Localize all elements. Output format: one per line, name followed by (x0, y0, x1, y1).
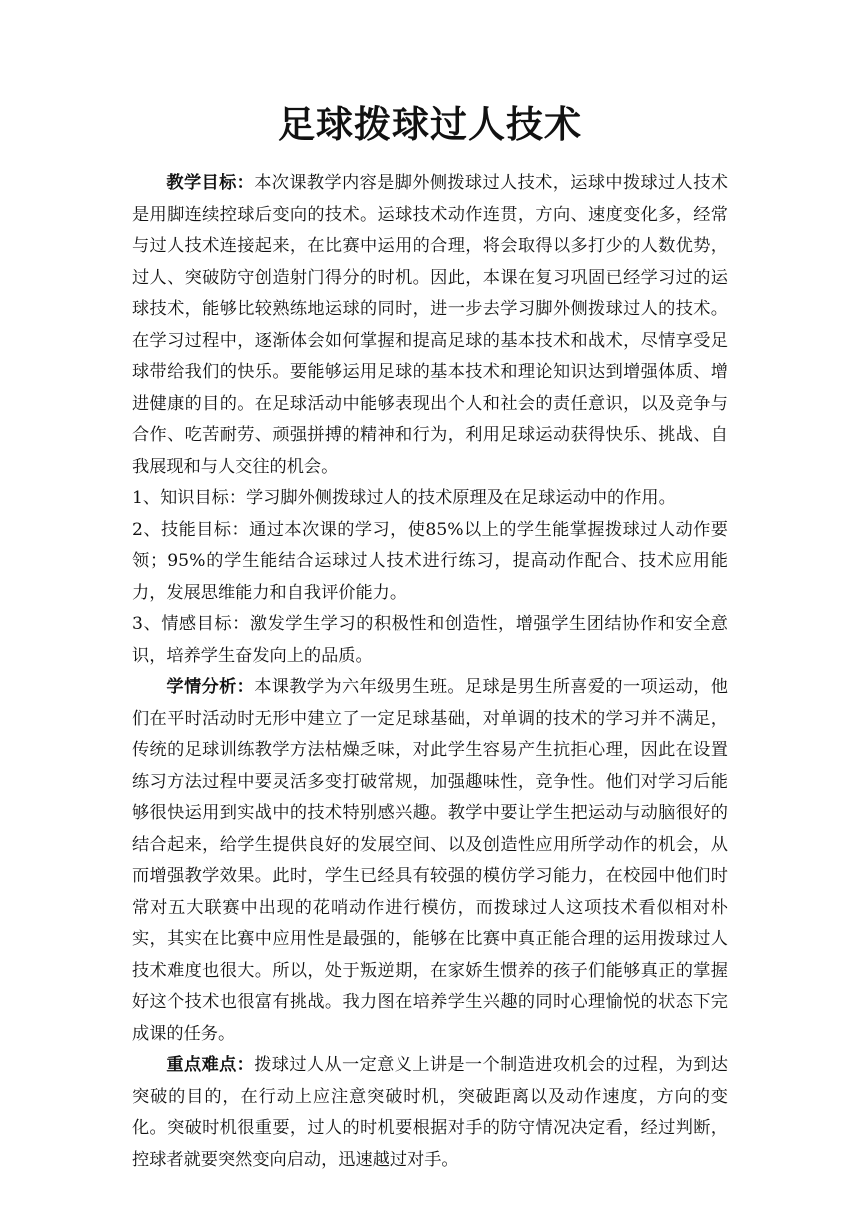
objectives-text: 本次课教学内容是脚外侧拨球过人技术，运球中拨球过人技术是用脚连续控球后变向的技术。运球技术动作连贯，方向、速度变化多，经常与过人技术连接起来，在比赛中运用的合理，将会取得以多打少的人数优势，过人、突破防守创造射门得分的时机。因此，本课在复习巩固已经学习过的运球技术，能够比较熟练地运球的同时，进一步去学习脚外侧拨球过人的技术。在学习过程中，逐渐体会如何掌握和提高足球的基本技术和战术，尽情享受足球带给我们的快乐。要能够运用足球的基本技术和理论知识达到增强体质、增进健康的目的。在足球活动中能够表现出个人和社会的责任意识，以及竞争与合作、吃苦耐劳、顽强拼搏的精神和行为，利用足球运动获得快乐、挑战、自我展现和与人交往的机会。 (132, 173, 728, 477)
knowledge-goal: 1、知识目标：学习脚外侧拨球过人的技术原理及在足球运动中的作用。 (132, 488, 676, 508)
document-page (132, 100, 728, 1176)
analysis-heading: 学情分析： (166, 677, 255, 697)
analysis-text: 本课教学为六年级男生班。足球是男生所喜爱的一项运动，他们在平时活动时无形中建立了一定足球基础，对单调的技术的学习并不满足，传统的足球训练教学方法枯燥乏味，对此学生容易产生抗拒心理，因此在设置练习方法过程中要灵活多变打破常规，加强趣味性，竞争性。他们对学习后能够很快运用到实战中的技术特别感兴趣。教学中要让学生把运动与动脑很好的结合起来，给学生提供良好的发展空间、以及创造性应用所学动作的机会，从而增强教学效果。此时，学生已经具有较强的模仿学习能力，在校园中他们时常对五大联赛中出现的花哨动作进行模仿，而拨球过人这项技术看似相对朴实，其实在比赛中应用性是最强的，能够在比赛中真正能合理的运用拨球过人技术难度也很大。所以，处于叛逆期，在家娇生惯养的孩子们能够真正的掌握好这个技术也很富有挑战。我力图在培养学生兴趣的同时心理愉悦的状态下完成课的任务。 (132, 677, 728, 1044)
keypoints-text: 拨球过人从一定意义上讲是一个制造进攻机会的过程，为到达突破的目的，在行动上应注意突破时机，突破距离以及动作速度，方向的变化。突破时机很重要，过人的时机要根据对手的防守情况决定看，经过判断，控球者就要突然变向启动，迅速越过对手。 (132, 1055, 728, 1170)
objectives-heading: 教学目标： (166, 173, 255, 193)
document-title: 足球拨球过人技术 (278, 103, 582, 146)
objectives-paragraph (132, 168, 728, 483)
analysis-paragraph (132, 672, 728, 1050)
keypoints-paragraph (132, 1050, 728, 1176)
emotion-goal: 3、情感目标：激发学生学习的积极性和创造性，增强学生团结协作和安全意识，培养学生奋发向上的品质。 (132, 614, 728, 666)
skill-goal: 2、技能目标：通过本次课的学习，使85%以上的学生能掌握拨球过人动作要领；95%的学生能结合运球过人技术进行练习，提高动作配合、技术应用能力，发展思维能力和自我评价能力。 (132, 519, 728, 603)
keypoints-heading: 重点难点： (166, 1055, 255, 1075)
